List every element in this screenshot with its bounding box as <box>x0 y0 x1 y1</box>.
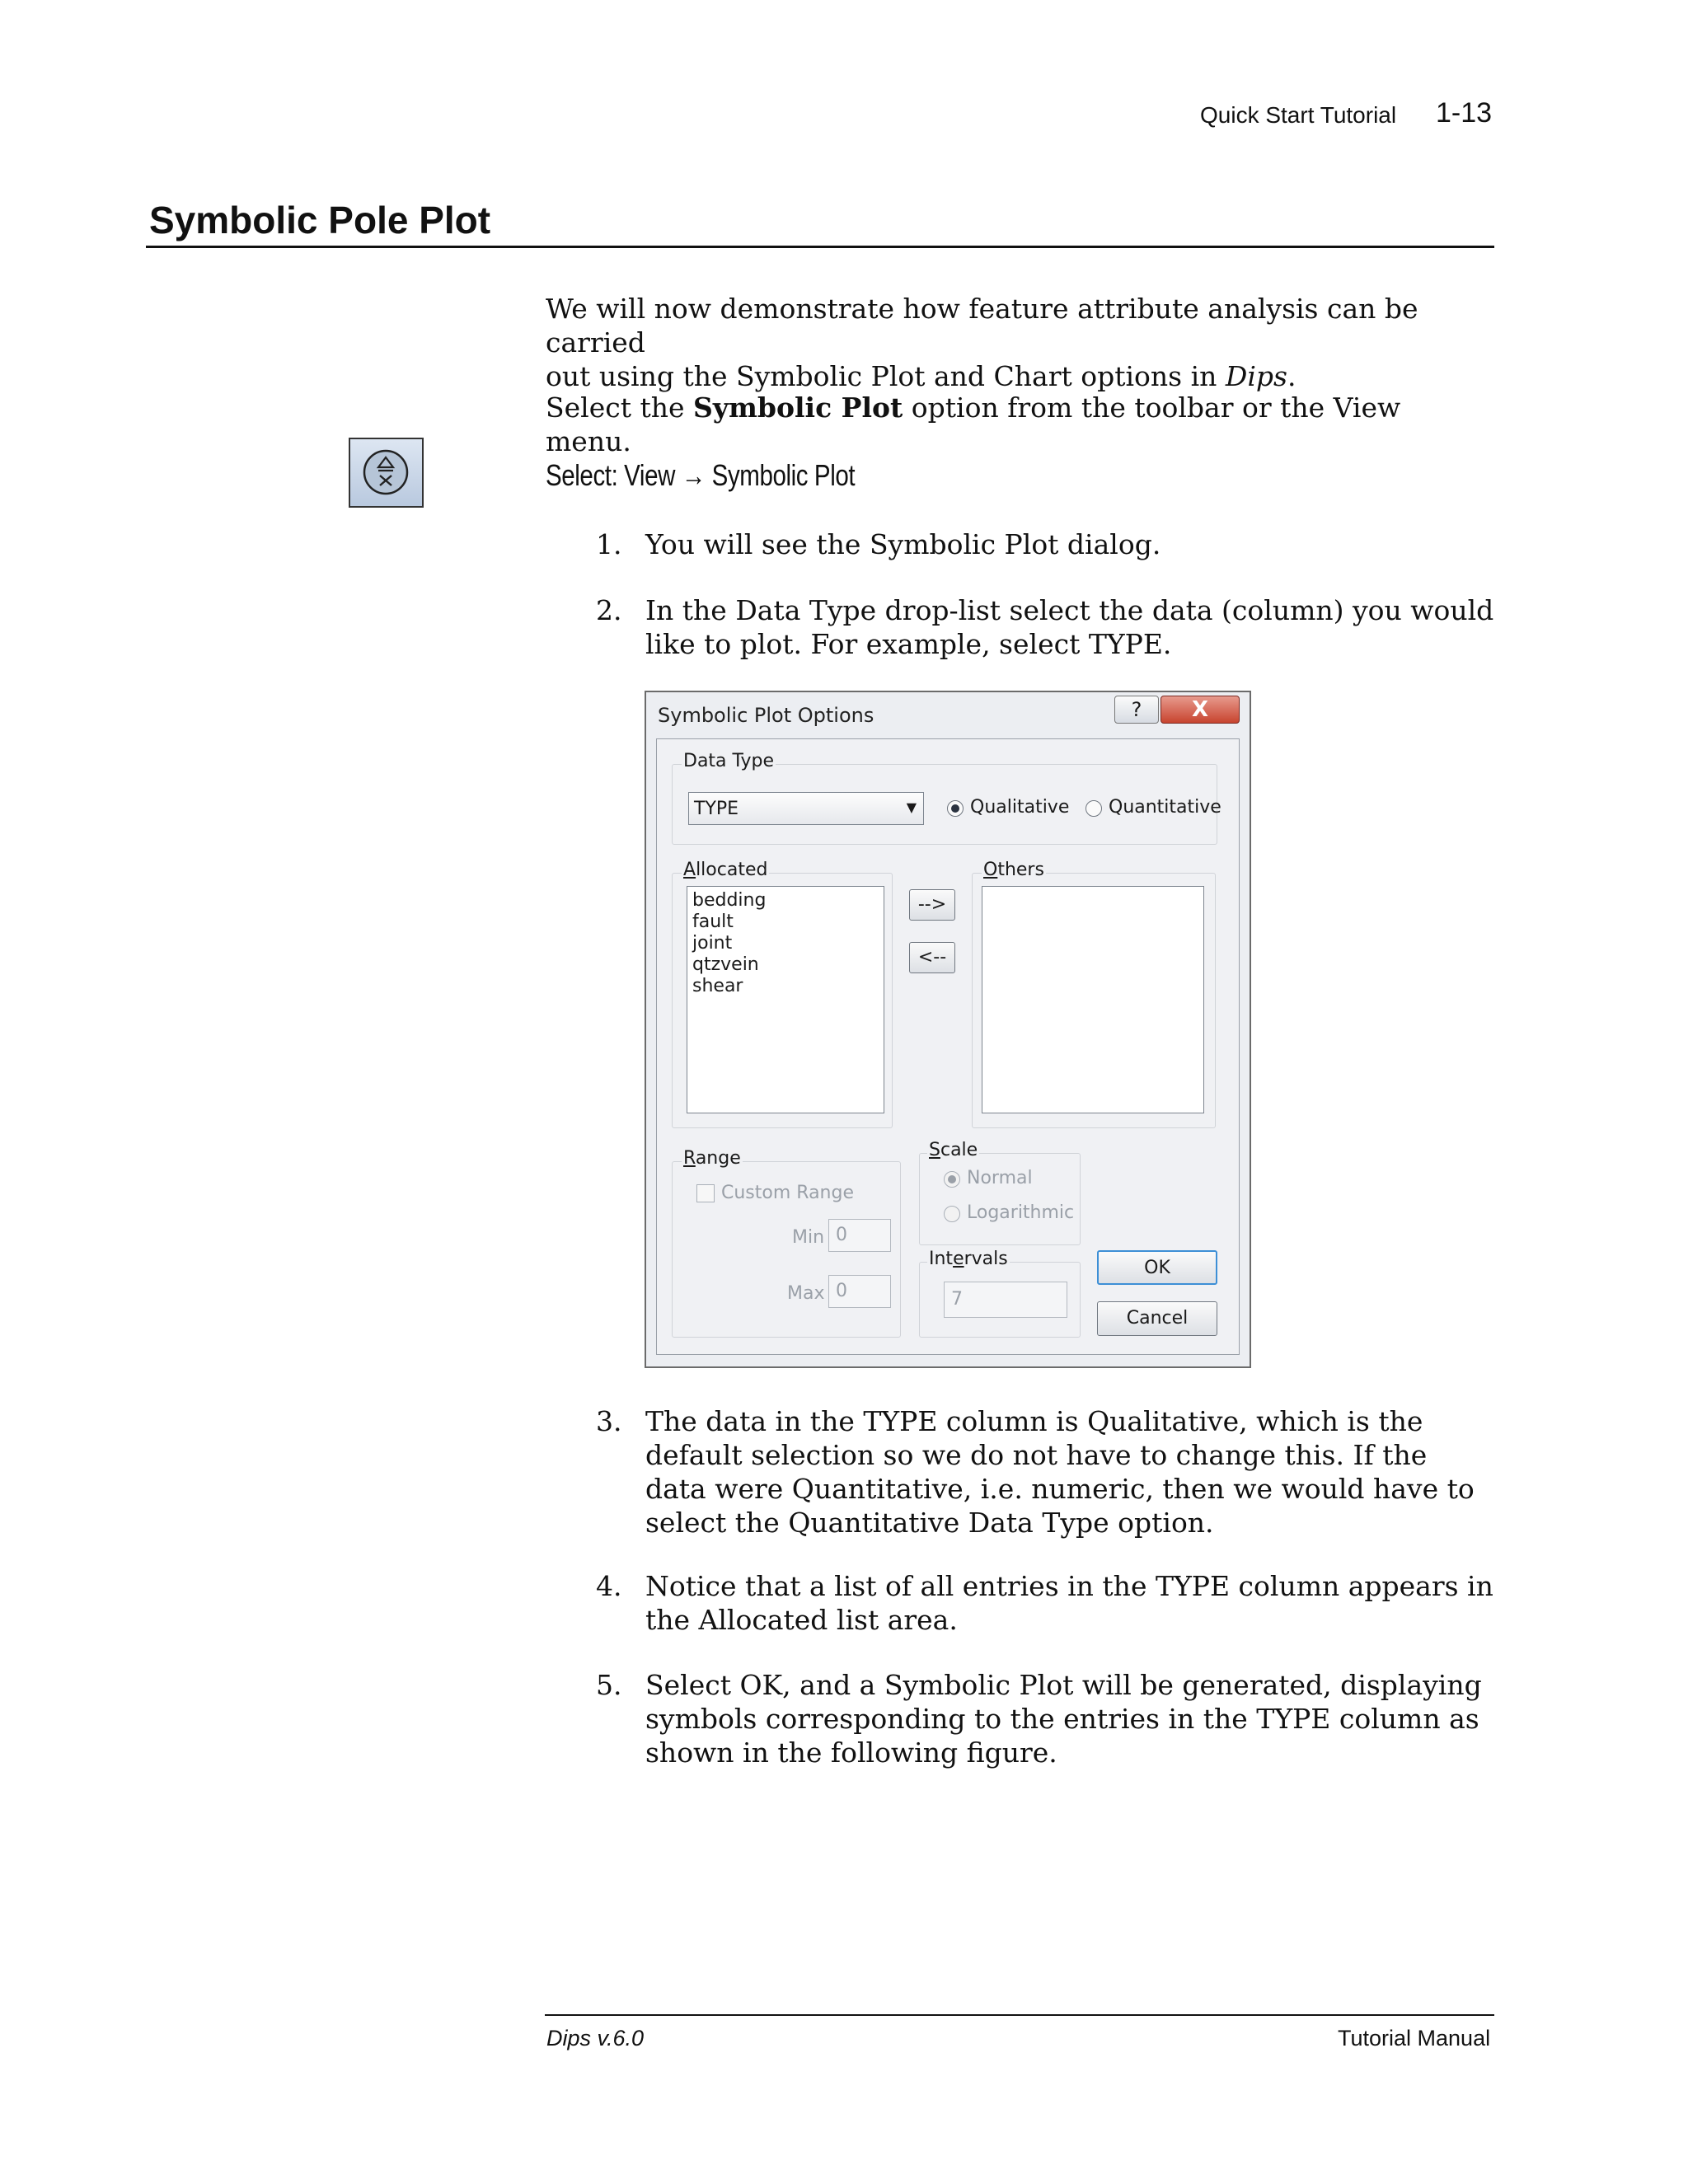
symbolic-plot-bold: Symbolic Plot <box>693 391 903 424</box>
others-label: Others <box>983 860 1044 880</box>
custom-range-checkbox[interactable] <box>696 1184 715 1202</box>
dialog-body <box>656 738 1240 1355</box>
step-number: 4. <box>596 1570 622 1602</box>
symbolic-plot-toolbar-button[interactable] <box>349 438 424 508</box>
list-item[interactable]: shear <box>692 976 743 996</box>
logarithmic-radio[interactable] <box>944 1206 960 1222</box>
step-text: The data in the TYPE column is Qualitative, which is the default selection so we do not have to change this. If the data were Quantitative, i.e. numeric, then we would have to select the Quantitative Data Type option. <box>645 1405 1475 1539</box>
close-button[interactable]: X <box>1160 696 1240 724</box>
qualitative-label: Qualitative <box>970 797 1070 818</box>
select-text-a: Select the <box>546 391 693 424</box>
data-type-label: Data Type <box>683 751 775 771</box>
menu-command: Select: View → Symbolic Plot <box>546 458 856 492</box>
others-list[interactable] <box>982 886 1204 1113</box>
range-label: Range <box>683 1148 741 1169</box>
chevron-down-icon: ▼ <box>906 799 917 815</box>
running-header-section: Quick Start Tutorial <box>1200 102 1397 128</box>
list-item[interactable]: bedding <box>692 890 767 911</box>
footer-version: Dips v.6.0 <box>546 2026 645 2050</box>
max-label: Max <box>787 1283 825 1304</box>
min-input[interactable]: 0 <box>828 1219 891 1252</box>
list-item[interactable]: joint <box>692 933 733 954</box>
list-item[interactable]: qtzvein <box>692 954 759 975</box>
select-text-b: option from the toolbar or the View menu. <box>546 391 1401 457</box>
cancel-button[interactable]: Cancel <box>1097 1301 1217 1336</box>
min-label: Min <box>792 1227 825 1248</box>
step-text: Select OK, and a Symbolic Plot will be generated, displaying symbols corresponding to the entries in the TYPE column as shown in the following figure. <box>645 1669 1482 1769</box>
qualitative-radio[interactable] <box>947 800 964 817</box>
allocated-label: Allocated <box>683 860 768 880</box>
step-number: 3. <box>596 1405 622 1437</box>
footer-manual-title: Tutorial Manual <box>1338 2026 1491 2050</box>
page-number: 1-13 <box>1436 97 1493 129</box>
help-button[interactable]: ? <box>1114 696 1159 724</box>
dialog-title: Symbolic Plot Options <box>658 704 874 727</box>
logarithmic-label: Logarithmic <box>967 1202 1075 1223</box>
scale-group <box>919 1153 1081 1245</box>
step-number: 2. <box>596 594 622 626</box>
dips-emphasis: Dips <box>1225 360 1287 392</box>
scale-label: Scale <box>929 1140 978 1160</box>
intro-paragraph <box>546 292 1493 393</box>
max-input[interactable]: 0 <box>828 1275 891 1308</box>
normal-radio[interactable] <box>944 1171 960 1188</box>
list-item[interactable]: fault <box>692 912 734 932</box>
title-rule <box>146 246 1494 248</box>
quantitative-label: Quantitative <box>1109 797 1221 818</box>
step-text: You will see the Symbolic Plot dialog. <box>645 528 1161 560</box>
footer-rule <box>545 2014 1494 2016</box>
custom-range-label: Custom Range <box>721 1183 855 1203</box>
move-right-button[interactable]: --> <box>909 889 955 921</box>
step-text: In the Data Type drop-list select the data (column) you would like to plot. For example, select TYPE. <box>645 594 1494 660</box>
intervals-input[interactable]: 7 <box>944 1282 1067 1318</box>
quantitative-radio[interactable] <box>1085 800 1102 817</box>
step-number: 5. <box>596 1669 622 1701</box>
intervals-label: Intervals <box>929 1249 1008 1269</box>
intro-line-2: out using the Symbolic Plot and Chart options in <box>546 360 1226 392</box>
move-left-button[interactable]: <-- <box>909 942 955 973</box>
data-type-select[interactable] <box>688 792 924 825</box>
section-title: Symbolic Pole Plot <box>149 199 491 241</box>
intro-line-1: We will now demonstrate how feature attribute analysis can be carried <box>546 293 1418 359</box>
intro-line-2-end: . <box>1287 360 1296 392</box>
select-paragraph <box>546 391 1493 458</box>
symbolic-plot-options-dialog <box>645 691 1251 1368</box>
symbolic-plot-icon <box>350 439 422 506</box>
normal-label: Normal <box>967 1168 1033 1188</box>
data-type-value: TYPE <box>694 799 739 819</box>
step-text: Notice that a list of all entries in the TYPE column appears in the Allocated list area. <box>645 1570 1493 1636</box>
allocated-list[interactable] <box>687 886 884 1113</box>
ok-button[interactable]: OK <box>1097 1250 1217 1285</box>
step-number: 1. <box>596 528 622 560</box>
